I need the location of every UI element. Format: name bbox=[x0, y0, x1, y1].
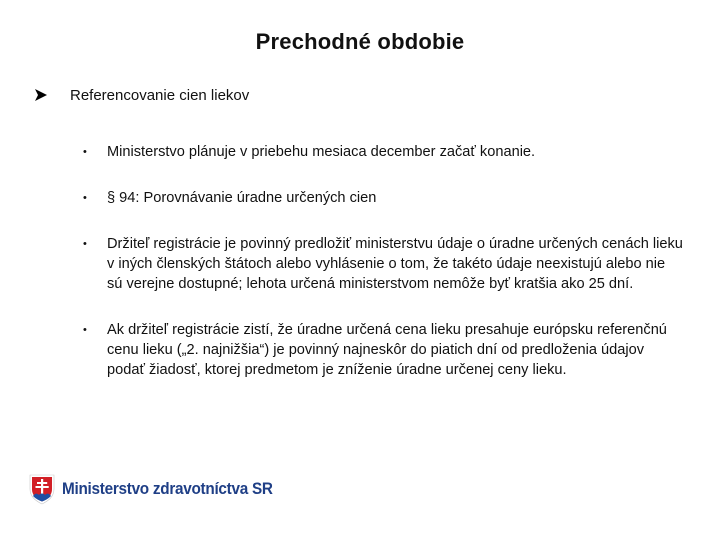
slovak-coat-of-arms-icon bbox=[28, 473, 56, 505]
bullet-text: Ak držiteľ registrácie zistí, že úradne určená cena lieku presahuje európsku referenčnú cenu lieku („2. najnižšia“) je povinný najneskôr do piatich dní od predloženia údajov podať žiadosť, ktorej predmetom je zníženie úradne určenej ceny lieku. bbox=[107, 322, 667, 378]
bullet-text: Ministerstvo plánuje v priebehu mesiaca december začať konanie. bbox=[107, 144, 536, 160]
main-point bbox=[32, 86, 249, 104]
bullet-dot: • bbox=[83, 238, 87, 250]
bullet-dot: • bbox=[83, 324, 87, 336]
ministry-logo bbox=[28, 473, 296, 505]
ministry-name: Ministerstvo zdravotníctva SR bbox=[62, 479, 273, 498]
bullet-item bbox=[83, 234, 683, 294]
main-point-text: Referencovanie cien liekov bbox=[70, 86, 250, 104]
slide-title: Prechodné obdobie bbox=[255, 29, 465, 54]
bullet-text: Držiteľ registrácie je povinný predložiť ministerstvu údaje o úradne určených cenách lieku v iných členských štátoch alebo vyhlásenie o tom, že takéto údaje neexistujú alebo nie sú verejne dostupné; lehota určená ministerstvom nemôže byť kratšia ako 25 dní. bbox=[107, 236, 683, 292]
bullet-list bbox=[83, 142, 683, 380]
bullet-item bbox=[83, 142, 683, 162]
bullet-dot: • bbox=[83, 192, 87, 204]
bullet-item bbox=[83, 320, 683, 380]
arrow-bullet-icon bbox=[32, 86, 50, 104]
bullet-text: § 94: Porovnávanie úradne určených cien bbox=[107, 190, 377, 206]
bullet-item bbox=[83, 188, 683, 208]
bullet-dot: • bbox=[83, 146, 87, 158]
